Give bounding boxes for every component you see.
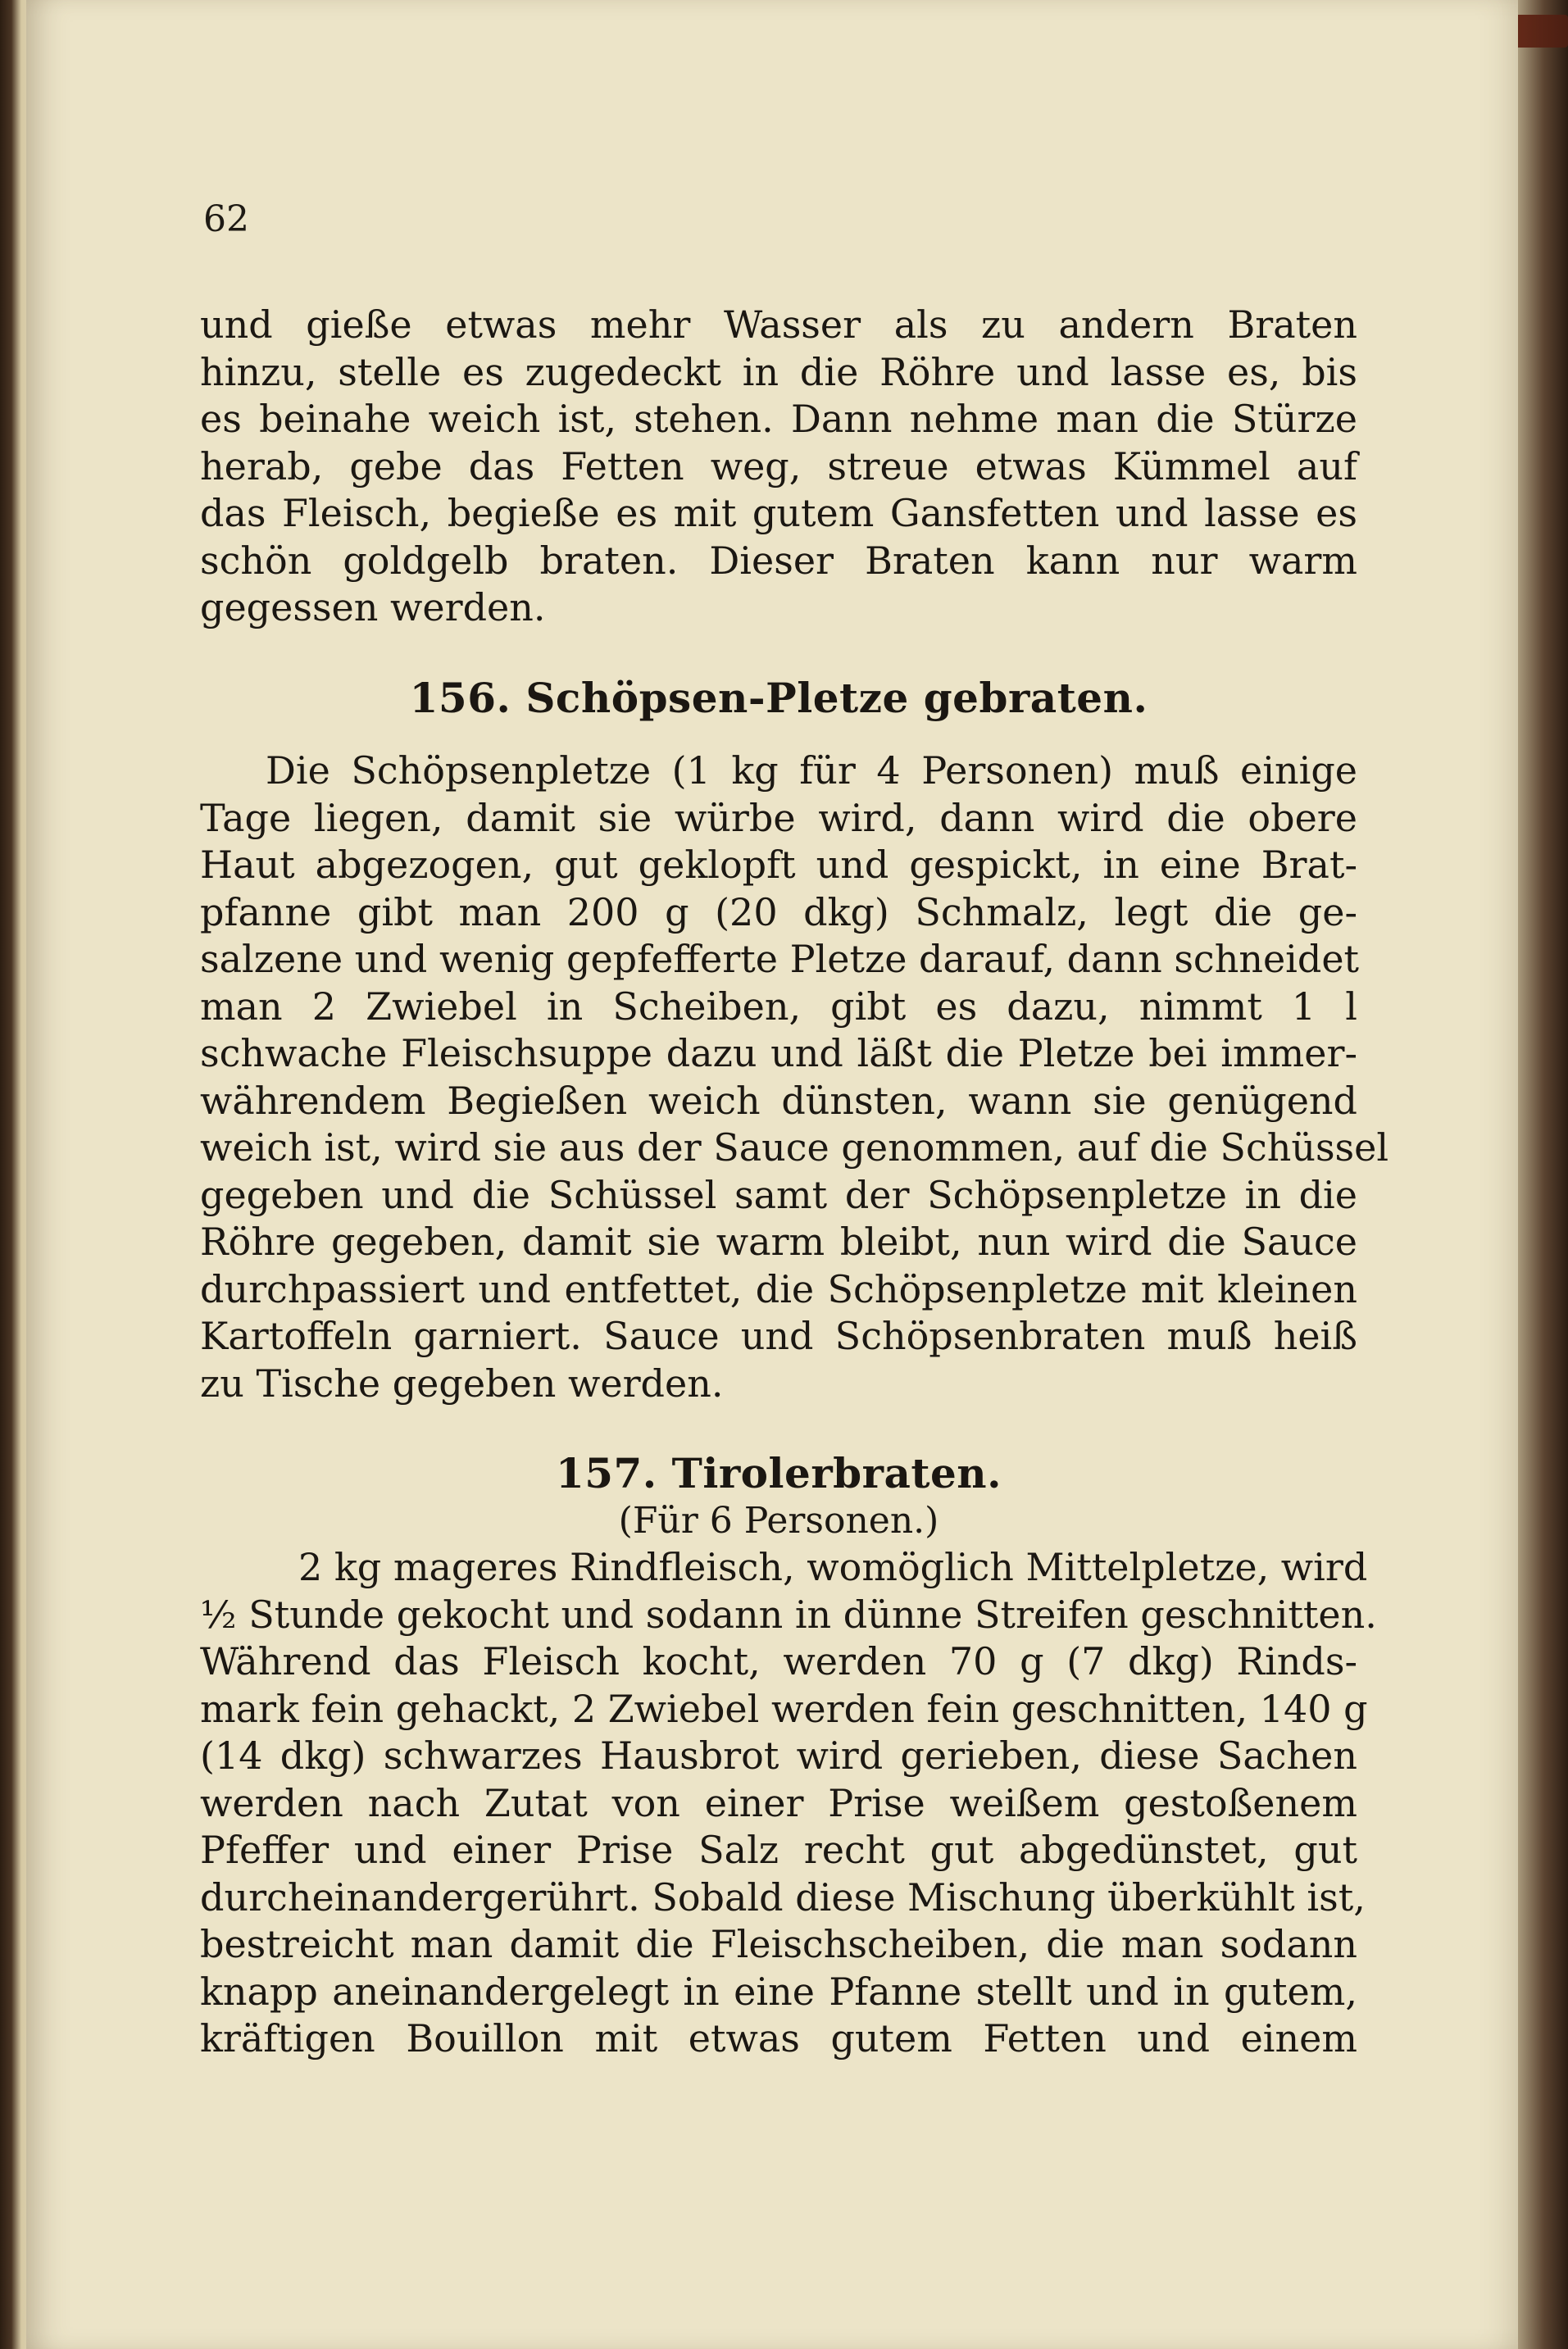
text-line: mark fein gehackt, 2 Zwiebel werden fein geschnitten, 140 g xyxy=(200,1686,1368,1731)
text-line: und gieße etwas mehr Wasser als zu andern Braten xyxy=(200,302,1357,347)
text-line: weich ist, wird sie aus der Sauce genommen, auf die Schüssel xyxy=(200,1125,1389,1170)
text-line: durcheinandergerührt. Sobald diese Mischung überkühlt ist, xyxy=(200,1874,1366,1920)
recipe-157-paragraph xyxy=(200,1544,1377,2063)
text-line: man 2 Zwiebel in Scheiben, gibt es dazu, nimmt 1 l xyxy=(200,984,1357,1029)
text-line: Haut abgezogen, gut geklopft und gespickt, in eine Brat- xyxy=(200,843,1357,887)
text-line: Während das Fleisch kocht, werden 70 g (7 dkg) Rinds- xyxy=(200,1639,1357,1683)
text-line: Die Schöpsenpletze (1 kg für 4 Personen) muß einige xyxy=(266,748,1357,793)
text-line: das Fleisch, begieße es mit gutem Gansfetten und lasse es xyxy=(200,491,1357,535)
text-line: Pfeffer und einer Prise Salz recht gut abgedünstet, gut xyxy=(200,1828,1357,1872)
text-line: gegeben und die Schüssel samt der Schöpsenpletze in die xyxy=(200,1172,1357,1217)
recipe-157-heading: 157. Tirolerbraten. xyxy=(555,1449,1002,1497)
text-line: kräftigen Bouillon mit etwas gutem Fetten und einem xyxy=(200,2016,1357,2060)
text-line: Kartoffeln garniert. Sauce und Schöpsenbraten muß heiß xyxy=(200,1314,1357,1358)
text-line: ½ Stunde gekocht und sodann in dünne Streifen geschnitten. xyxy=(200,1592,1377,1637)
text-line: 2 kg mageres Rindfleisch, womöglich Mittelpletze, wird xyxy=(298,1545,1368,1589)
text-line: es beinahe weich ist, stehen. Dann nehme man die Stürze xyxy=(200,397,1357,441)
text-line: schwache Fleischsuppe dazu und läßt die Pletze bei immer- xyxy=(200,1031,1357,1075)
recipe-157-subheading: (Für 6 Personen.) xyxy=(618,1499,939,1542)
text-line: bestreicht man damit die Fleischscheiben, die man sodann xyxy=(200,1922,1357,1966)
book-page xyxy=(26,0,1518,2349)
text-line: (14 dkg) schwarzes Hausbrot wird gerieben, diese Sachen xyxy=(200,1733,1357,1778)
text-line: Tage liegen, damit sie würbe wird, dann wird die obere xyxy=(200,795,1357,840)
text-line: hinzu, stelle es zugedeckt in die Röhre und lasse es, bis xyxy=(200,349,1357,394)
page-number: 62 xyxy=(203,198,249,240)
text-line: salzene und wenig gepfefferte Pletze darauf, dann schneidet xyxy=(200,937,1360,981)
text-line: durchpassiert und entfettet, die Schöpsenpletze mit kleinen xyxy=(200,1266,1357,1311)
text-line: herab, gebe das Fetten weg, streue etwas Kümmel auf xyxy=(200,443,1357,488)
page-text xyxy=(200,302,1389,2063)
recipe-156-heading: 156. Schöpsen-Pletze gebraten. xyxy=(409,673,1148,722)
text-line: knapp aneinandergelegt in eine Pfanne stellt und in gutem, xyxy=(200,1969,1357,2014)
text-line: gegessen werden. xyxy=(200,585,546,629)
text-line: währendem Begießen weich dünsten, wann sie genügend xyxy=(200,1078,1357,1123)
text-line: pfanne gibt man 200 g (20 dkg) Schmalz, legt die ge- xyxy=(200,889,1357,934)
text-line: Röhre gegeben, damit sie warm bleibt, nun wird die Sauce xyxy=(200,1220,1357,1264)
text-line: schön goldgelb braten. Dieser Braten kann nur warm xyxy=(200,538,1357,583)
recipe-156-paragraph xyxy=(200,747,1389,1407)
text-line: werden nach Zutat von einer Prise weißem gestoßenem xyxy=(200,1780,1357,1825)
text-line: zu Tische gegeben werden. xyxy=(200,1361,724,1406)
continuation-paragraph xyxy=(200,302,1357,632)
